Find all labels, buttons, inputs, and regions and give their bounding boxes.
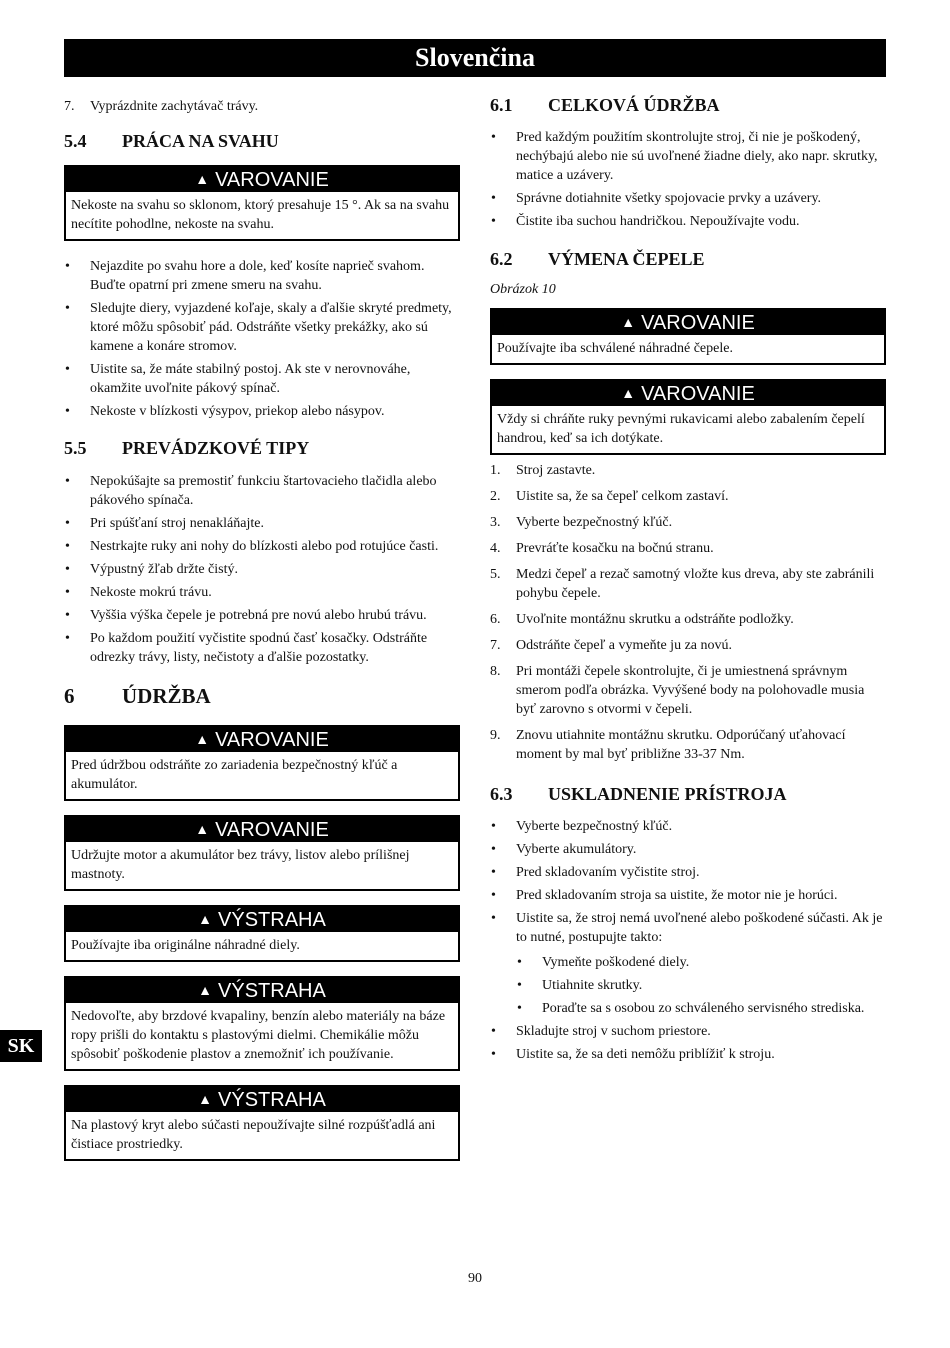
warning-box: ▲ VAROVANIE Pred údržbou odstráňte zo zariadenia bezpečnostný kľúč a akumulátor. <box>64 725 460 801</box>
list-item: • Vyberte akumulátory. <box>490 840 886 859</box>
step-item: 9. Znovu utiahnite montážnu skrutku. Odporúčaný uťahovací moment by mal byť približne 33-37 Nm. <box>490 728 846 762</box>
section-heading-5-4: 5.4 PRÁCA NA SVAHU <box>64 131 279 151</box>
list-item: • Skladujte stroj v suchom priestore. <box>490 1022 886 1041</box>
step-item: 5. Medzi čepeľ a rezač samotný vložte kus dreva, aby ste zabránili pohybu čepele. <box>490 567 875 601</box>
list-item: • Uistite sa, že sa deti nemôžu priblížiť k stroju. <box>490 1045 886 1064</box>
list-item: • Nekoste mokrú trávu. <box>64 583 460 602</box>
warning-box: ▲ VAROVANIE Nekoste na svahu so sklonom, ktorý presahuje 15 °. Ak sa na svahu necítite pohodlne, nekoste na svahu. <box>64 165 460 241</box>
left-column <box>64 90 460 1161</box>
list-item: • Nestrkajte ruky ani nohy do blízkosti alebo pod rotujúce časti. <box>64 537 460 556</box>
step-item: 7. Odstráňte čepeľ a vymeňte ju za novú. <box>490 638 732 653</box>
caution-box: ▲ VÝSTRAHA Nedovoľte, aby brzdové kvapaliny, benzín alebo materiály na báze ropy prišli do kontaktu s plastovými dielmi. Chemikálie môžu spôsobiť poškodenie plastov a znemožniť ich používanie. <box>64 976 460 1071</box>
list-item: • Po každom použití vyčistite spodnú časť kosačky. Odstráňte odrezky trávy, listy, nečistoty a ďalšie pozostatky. <box>64 629 460 667</box>
section-heading-6-1: 6.1 CELKOVÁ ÚDRŽBA <box>490 95 720 115</box>
list-item: • Vymeňte poškodené diely. <box>516 953 886 972</box>
sub-bullet-list <box>516 953 886 1018</box>
list-item: • Správne dotiahnite všetky spojovacie prvky a uzávery. <box>490 189 886 208</box>
warning-triangle-icon: ▲ <box>198 911 213 927</box>
warning-triangle-icon: ▲ <box>195 731 210 747</box>
page-header: Slovenčina <box>64 39 886 77</box>
bullet-list-6-1 <box>490 128 886 231</box>
list-item: • Sledujte diery, vyjazdené koľaje, skaly a ďalšie skryté predmety, ktoré môžu spôsobiť pád. Odstráňte všetky prekážky, ako sú kamene a konáre stromov. <box>64 299 460 356</box>
numbered-steps <box>490 461 886 764</box>
language-tab: SK <box>0 1030 42 1062</box>
right-column <box>490 90 886 1068</box>
list-item: • Čistite iba suchou handričkou. Nepoužívajte vodu. <box>490 212 886 231</box>
caution-box: ▲ VÝSTRAHA Na plastový kryt alebo súčasti nepoužívajte silné rozpúšťadlá ani čistiace prostriedky. <box>64 1085 460 1161</box>
list-item: • Nejazdite po svahu hore a dole, keď kosíte naprieč svahom. Buďte opatrní pri zmene smeru na svahu. <box>64 257 460 295</box>
section-heading-5-5: 5.5 PREVÁDZKOVÉ TIPY <box>64 438 310 458</box>
warning-triangle-icon: ▲ <box>198 982 213 998</box>
page-number: 90 <box>468 1271 482 1286</box>
bullet-list-5-5 <box>64 472 460 667</box>
list-item: • Výpustný žľab držte čistý. <box>64 560 460 579</box>
list-item: • Uistite sa, že máte stabilný postoj. Ak ste v nerovnováhe, okamžite uvoľnite pákový spínač. <box>64 360 460 398</box>
step-item: 8. Pri montáži čepele skontrolujte, či je umiestnená správnym smerom podľa obrázka. Vyvýšené body na polohovadle musia byť zarovno s otvormi v čepeli. <box>490 664 865 717</box>
warning-triangle-icon: ▲ <box>621 385 636 401</box>
chapter-heading-6: 6 ÚDRŽBA <box>64 684 211 708</box>
bullet-list-5-4 <box>64 257 460 421</box>
section-heading-6-2: 6.2 VÝMENA ČEPELE <box>490 249 705 269</box>
step-item: 4. Prevráťte kosačku na bočnú stranu. <box>490 541 714 556</box>
list-item: • Vyššia výška čepele je potrebná pre novú alebo hrubú trávu. <box>64 606 460 625</box>
list-item: 7. Vyprázdnite zachytávač trávy. <box>64 99 259 114</box>
figure-reference: Obrázok 10 <box>490 282 556 297</box>
list-item: • Pred skladovaním stroja sa uistite, že motor nie je horúci. <box>490 886 886 905</box>
caution-box: ▲ VÝSTRAHA Používajte iba originálne náhradné diely. <box>64 905 460 962</box>
list-item: • Pred skladovaním vyčistite stroj. <box>490 863 886 882</box>
warning-triangle-icon: ▲ <box>195 171 210 187</box>
list-item: • Pri spúšťaní stroj nenakláňajte. <box>64 514 460 533</box>
section-heading-6-3: 6.3 USKLADNENIE PRÍSTROJA <box>490 784 787 804</box>
list-item: • Uistite sa, že stroj nemá uvoľnené alebo poškodené súčasti. Ak je to nutné, postupujte takto: <box>490 909 886 947</box>
bullet-list-6-3 <box>490 817 886 947</box>
warning-box: ▲ VAROVANIE Udržujte motor a akumulátor bez trávy, listov alebo prílišnej mastnoty. <box>64 815 460 891</box>
list-item: • Pred každým použitím skontrolujte stroj, či nie je poškodený, nechýbajú alebo nie sú uvoľnené žiadne diely, ako napr. skrutky, matice a uzávery. <box>490 128 886 185</box>
warning-box: ▲ VAROVANIE Používajte iba schválené náhradné čepele. <box>490 308 886 365</box>
list-item: • Vyberte bezpečnostný kľúč. <box>490 817 886 836</box>
list-item: • Poraďte sa s osobou zo schváleného servisného strediska. <box>516 999 886 1018</box>
step-item: 1. Stroj zastavte. <box>490 463 596 478</box>
bullet-list-6-3-end <box>490 1022 886 1064</box>
step-item: 3. Vyberte bezpečnostný kľúč. <box>490 515 673 530</box>
warning-triangle-icon: ▲ <box>195 821 210 837</box>
list-item: • Nekoste v blízkosti výsypov, priekop alebo násypov. <box>64 402 460 421</box>
list-item: • Utiahnite skrutky. <box>516 976 886 995</box>
warning-triangle-icon: ▲ <box>621 314 636 330</box>
warning-triangle-icon: ▲ <box>198 1091 213 1107</box>
list-item: • Nepokúšajte sa premostiť funkciu štartovacieho tlačidla alebo pákového spínača. <box>64 472 460 510</box>
warning-box: ▲ VAROVANIE Vždy si chráňte ruky pevnými rukavicami alebo zabalením čepelí handrou, keď sa ich dotýkate. <box>490 379 886 455</box>
step-item: 6. Uvoľnite montážnu skrutku a odstráňte podložky. <box>490 612 794 627</box>
step-item: 2. Uistite sa, že sa čepeľ celkom zastaví. <box>490 489 729 504</box>
